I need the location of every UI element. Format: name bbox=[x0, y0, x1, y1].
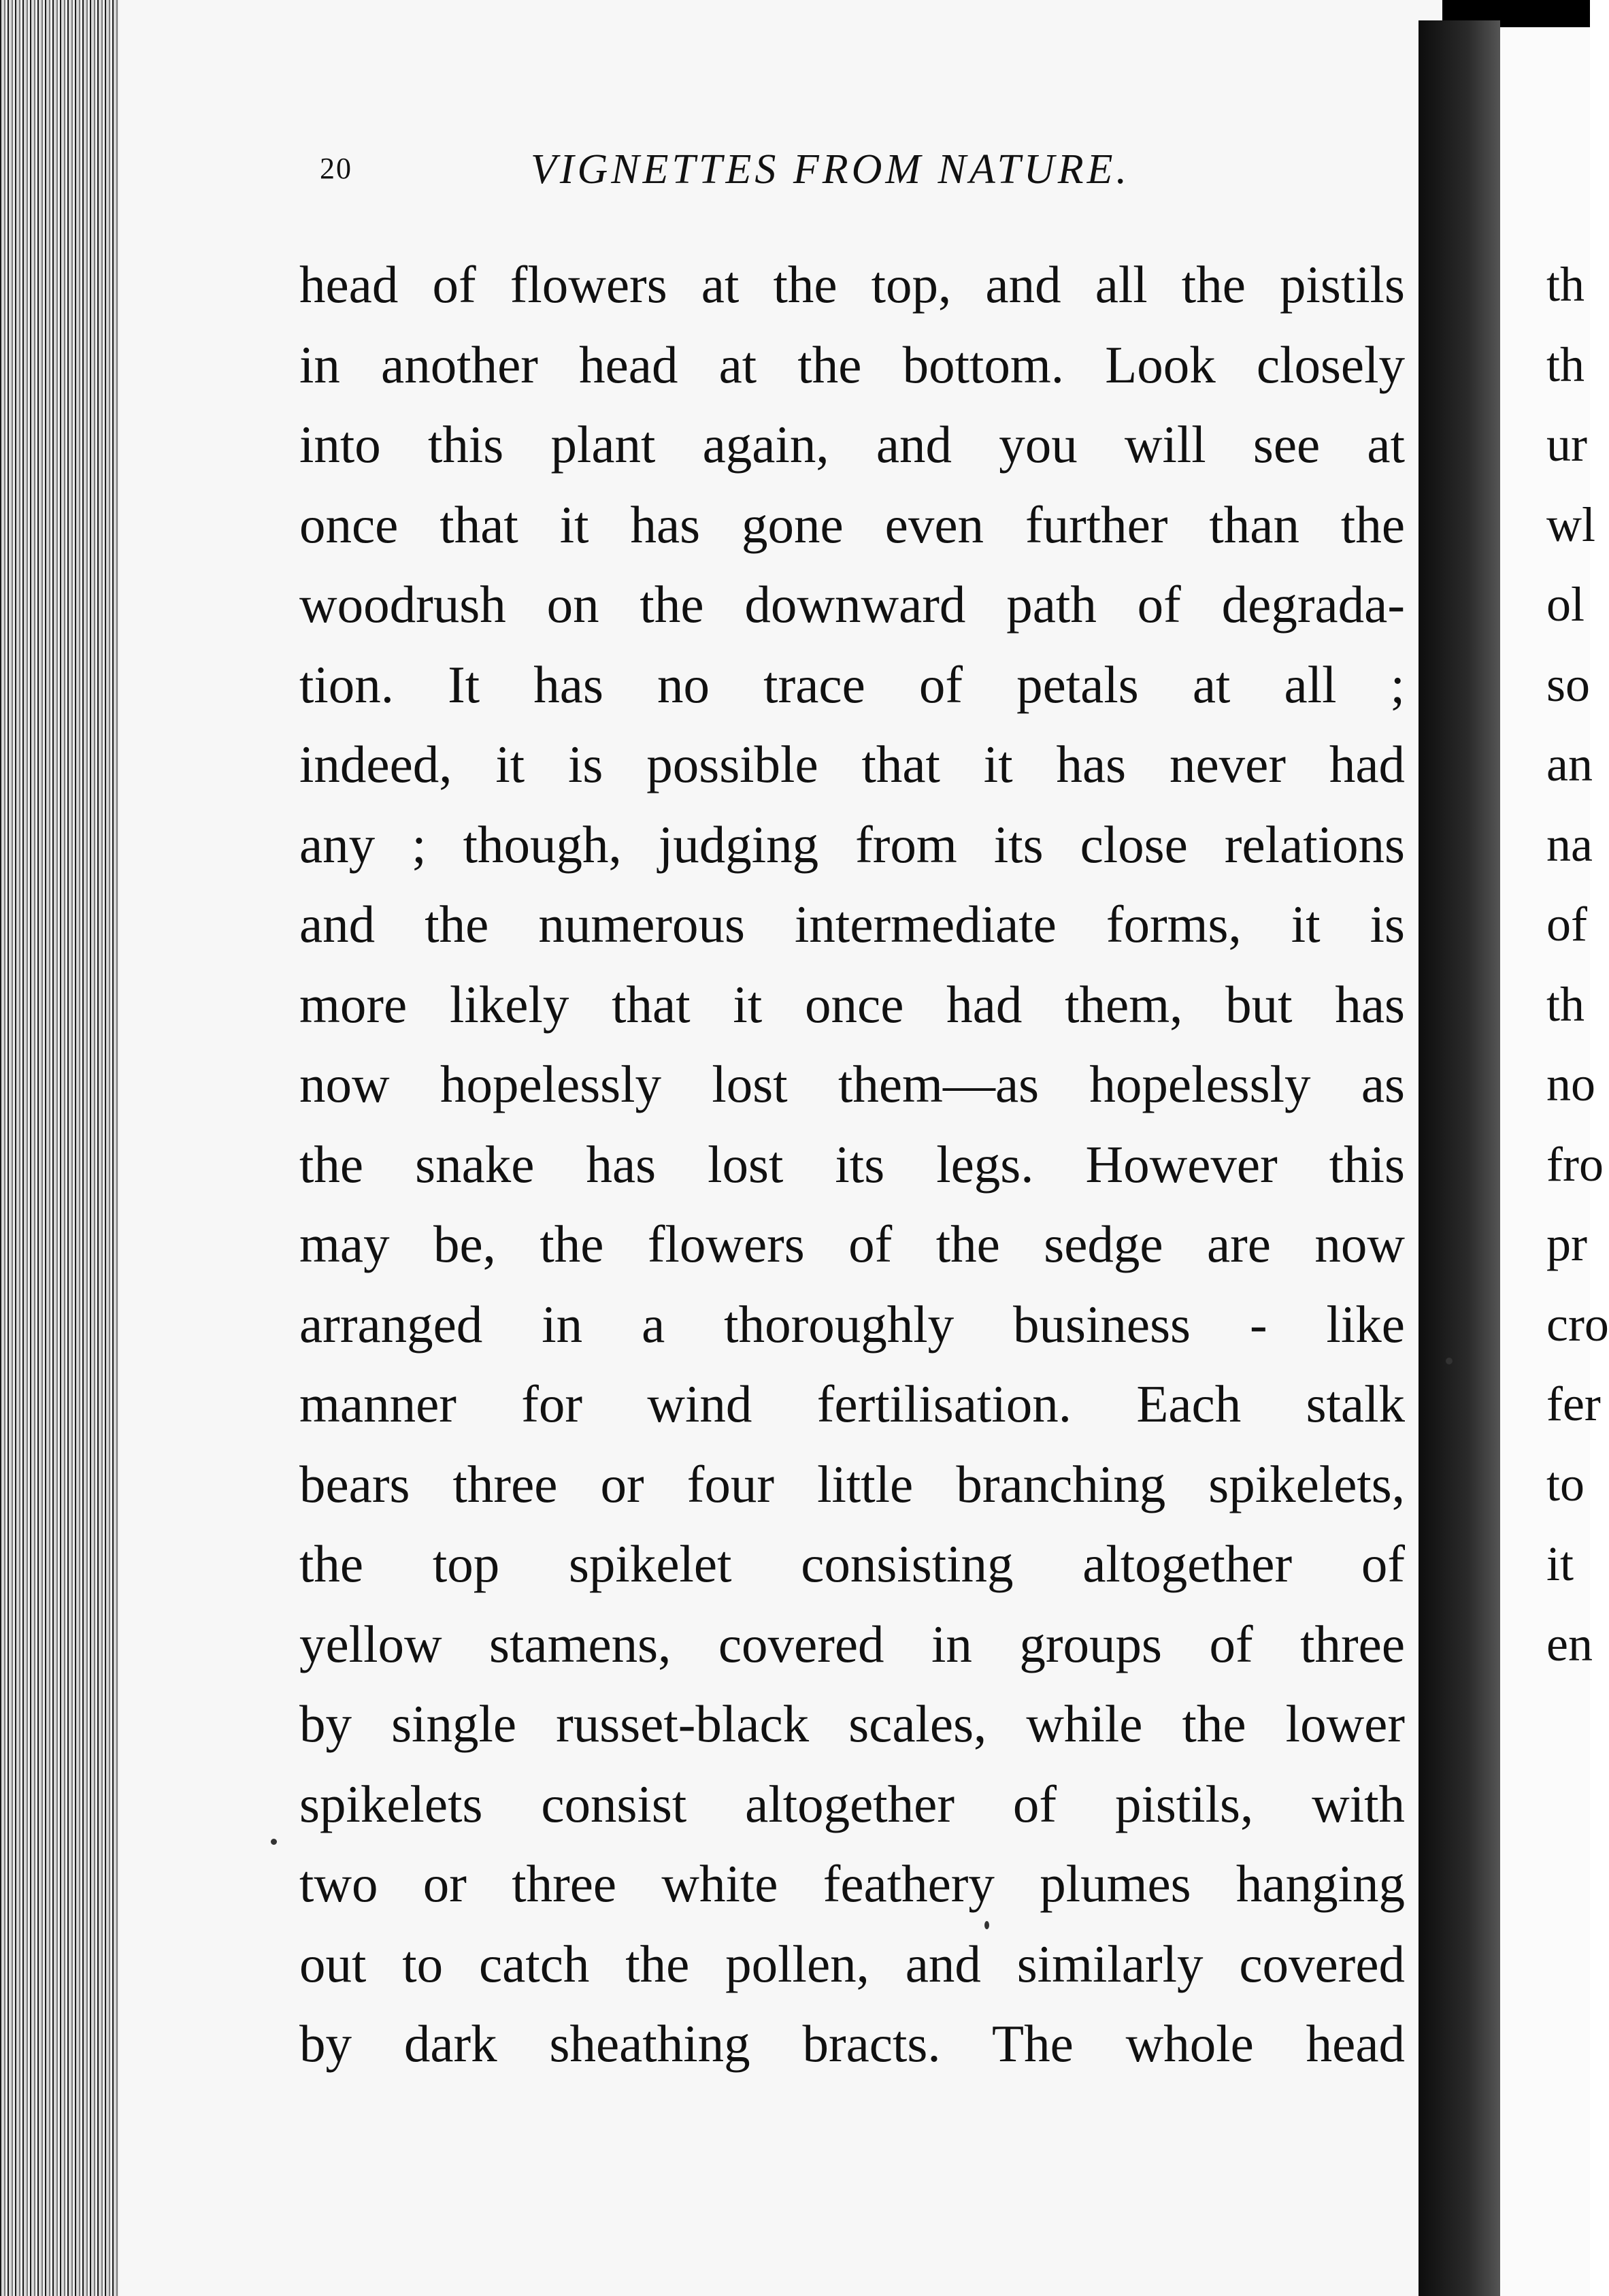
facing-fragment: cro bbox=[1546, 1296, 1609, 1351]
text-line: once that it has gone even further than the bbox=[299, 495, 1405, 554]
text-line: out to catch the pollen, and similarly covered bbox=[299, 1934, 1405, 1993]
text-line: bears three or four little branching spikelets, bbox=[299, 1454, 1405, 1513]
facing-fragment: na bbox=[1546, 817, 1593, 872]
facing-fragment: no bbox=[1546, 1057, 1595, 1111]
running-head bbox=[320, 146, 1225, 206]
text-line: indeed, it is possible that it has never had bbox=[299, 735, 1405, 793]
text-line: by single russet-black scales, while the lower bbox=[299, 1694, 1405, 1753]
facing-fragment: fer bbox=[1546, 1377, 1601, 1431]
page-number: 20 bbox=[320, 152, 352, 185]
text-line: and the numerous intermediate forms, it is bbox=[299, 895, 1405, 953]
facing-fragment: th bbox=[1546, 977, 1585, 1032]
facing-fragment: th bbox=[1546, 337, 1585, 392]
running-title: VIGNETTES FROM NATURE. bbox=[531, 146, 1130, 193]
facing-fragment: so bbox=[1546, 657, 1591, 712]
text-line: the top spikelet consisting altogether of bbox=[299, 1535, 1405, 1593]
print-speck bbox=[984, 1921, 989, 1929]
text-line: manner for wind fertilisation. Each stalk bbox=[299, 1375, 1405, 1433]
text-line: into this plant again, and you will see at bbox=[299, 415, 1405, 474]
facing-fragment: an bbox=[1546, 737, 1593, 791]
text-line: any ; though, judging from its close relations bbox=[299, 815, 1405, 874]
text-line: yellow stamens, covered in groups of three bbox=[299, 1614, 1405, 1673]
facing-fragment: th bbox=[1546, 257, 1585, 312]
facing-fragment: of bbox=[1546, 897, 1587, 951]
facing-fragment: en bbox=[1546, 1616, 1593, 1671]
facing-fragment: fro bbox=[1546, 1136, 1604, 1192]
facing-fragment: wl bbox=[1546, 497, 1595, 552]
text-line: more likely that it once had them, but has bbox=[299, 974, 1405, 1034]
print-speck bbox=[271, 1839, 277, 1845]
text-line: now hopelessly lost them—as hopelessly as bbox=[299, 1055, 1405, 1113]
text-line: by dark sheathing bracts. The whole head bbox=[299, 2014, 1405, 2073]
facing-fragment: ur bbox=[1546, 417, 1587, 472]
facing-fragment: it bbox=[1546, 1537, 1574, 1591]
book-spine bbox=[1419, 20, 1500, 2296]
page-edge-stripes bbox=[0, 0, 119, 2296]
text-line: head of flowers at the top, and all the pistils bbox=[299, 255, 1405, 314]
text-line: two or three white feathery plumes hanging bbox=[299, 1854, 1405, 1913]
facing-fragment: to bbox=[1546, 1456, 1585, 1511]
text-line: arranged in a thoroughly business - like bbox=[299, 1294, 1405, 1354]
print-speck bbox=[1446, 1358, 1453, 1364]
text-line: in another head at the bottom. Look closely bbox=[299, 335, 1405, 394]
text-line: may be, the flowers of the sedge are now bbox=[299, 1215, 1405, 1273]
text-line: spikelets consist altogether of pistils, with bbox=[299, 1774, 1405, 1833]
text-line: the snake has lost its legs. However this bbox=[299, 1134, 1405, 1194]
facing-fragment: pr bbox=[1546, 1217, 1587, 1271]
text-line: woodrush on the downward path of degrada- bbox=[299, 575, 1405, 634]
facing-fragment: ol bbox=[1546, 577, 1585, 632]
text-line: tion. It has no trace of petals at all ; bbox=[299, 655, 1405, 714]
facing-page-text bbox=[1546, 245, 1609, 1684]
body-text bbox=[299, 245, 1405, 2084]
